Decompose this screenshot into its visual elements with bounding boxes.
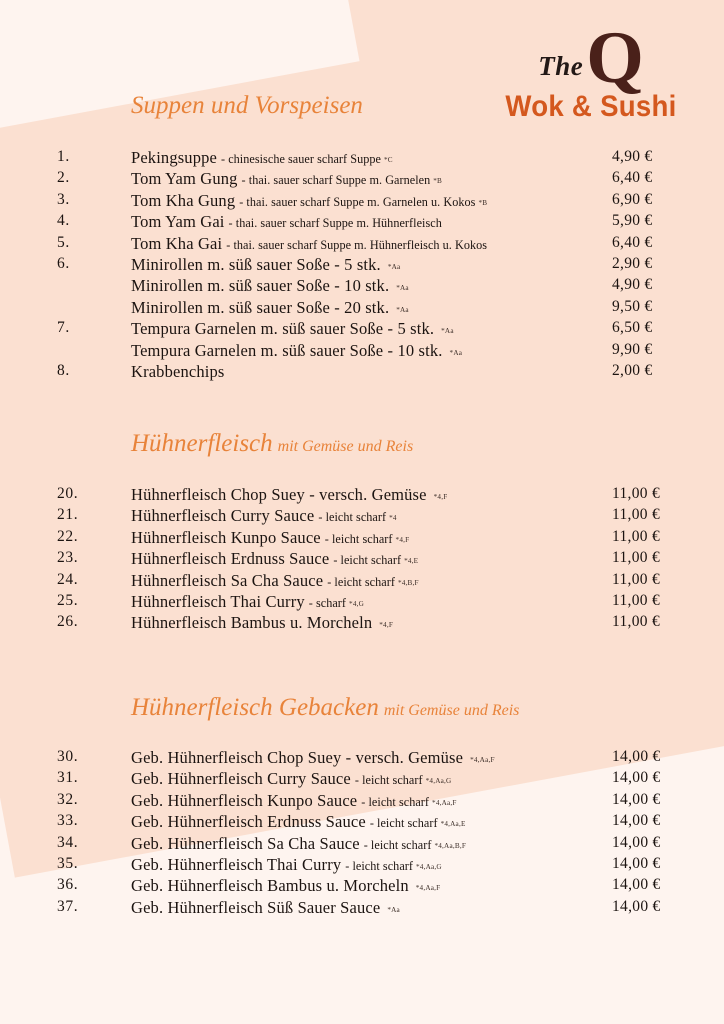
item-body <box>131 506 397 526</box>
item-number: 26. <box>57 613 79 631</box>
item-body <box>131 855 442 875</box>
menu-row[interactable] <box>0 769 724 790</box>
item-allergens: *Aa <box>441 327 454 336</box>
item-number: 30. <box>57 748 79 765</box>
item-price: 11,00 € <box>612 527 661 545</box>
logo-wok-sushi-text: Wok & Sushi <box>505 90 677 123</box>
menu-row[interactable] <box>0 191 724 212</box>
menu-row[interactable] <box>0 506 724 527</box>
item-number: 34. <box>57 833 79 851</box>
item-name: Geb. Hühnerfleisch Bambus u. Morcheln <box>131 876 409 896</box>
item-body <box>131 276 409 296</box>
item-body <box>131 485 447 505</box>
item-allergens: *B <box>478 198 488 207</box>
item-number: 35. <box>57 854 79 872</box>
item-name: Tom Kha Gai <box>131 233 223 253</box>
item-description: - leicht scharf <box>369 816 438 831</box>
item-price: 14,00 € <box>612 833 661 851</box>
item-number: 37. <box>57 897 79 915</box>
menu-row[interactable] <box>0 898 724 919</box>
item-allergens: *Aa <box>449 348 463 357</box>
menu-row[interactable] <box>0 855 724 876</box>
item-description: - leicht scharf <box>327 574 395 589</box>
item-name: Tom Yam Gai <box>131 212 225 232</box>
item-allergens: *4,Aa,F <box>432 798 457 807</box>
item-allergens: *4,F <box>395 535 410 544</box>
item-name: Minirollen m. süß sauer Soße - 20 stk. <box>131 297 390 317</box>
item-name: Minirollen m. süß sauer Soße - 10 stk. <box>131 276 390 296</box>
item-number: 8. <box>57 361 70 379</box>
item-name: Hühnerfleisch Chop Suey - versch. Gemüse <box>131 485 427 504</box>
item-body <box>131 769 451 789</box>
item-description: - thai. sauer scharf Suppe m. Garnelen <box>241 173 431 188</box>
item-price: 5,90 € <box>612 212 653 230</box>
item-number: 3. <box>57 190 70 208</box>
item-description: - leicht scharf <box>318 510 387 525</box>
menu-list-huehnerfleisch <box>0 485 724 635</box>
item-body <box>131 748 495 768</box>
item-name: Geb. Hühnerfleisch Sa Cha Sauce <box>131 833 360 853</box>
item-description: - leicht scharf <box>363 837 432 852</box>
item-number: 6. <box>57 254 70 272</box>
section-heading-suppen-und-vorspeisen <box>131 92 368 120</box>
item-name: Krabbenchips <box>131 361 225 381</box>
item-name: Geb. Hühnerfleisch Kunpo Sauce <box>131 790 358 810</box>
item-description: - thai. sauer scharf Suppe m. Hühnerfleisch u. Kokos <box>226 237 488 252</box>
item-allergens: *4,E <box>404 557 419 566</box>
item-price: 11,00 € <box>612 506 661 524</box>
menu-row[interactable] <box>0 571 724 592</box>
menu-row[interactable] <box>0 613 724 634</box>
item-name: Hühnerfleisch Thai Curry <box>131 591 305 611</box>
menu-row[interactable] <box>0 212 724 233</box>
item-description: - scharf <box>308 595 347 610</box>
menu-row[interactable] <box>0 748 724 769</box>
item-price: 11,00 € <box>612 591 661 609</box>
item-description: - thai. sauer scharf Suppe m. Garnelen u. Kokos <box>239 194 476 209</box>
section-heading-huehnerfleisch <box>131 430 413 458</box>
item-body <box>131 876 440 896</box>
item-number: 25. <box>57 591 79 609</box>
item-number: 22. <box>57 527 79 545</box>
item-price: 4,90 € <box>612 148 653 165</box>
item-name: Hühnerfleisch Curry Sauce <box>131 506 315 526</box>
item-allergens: *4,F <box>433 493 448 501</box>
restaurant-logo <box>486 17 696 124</box>
item-price: 14,00 € <box>612 897 661 915</box>
menu-row[interactable] <box>0 234 724 255</box>
item-body <box>131 234 490 254</box>
item-number: 32. <box>57 790 79 808</box>
item-description: - leicht scharf <box>324 531 393 546</box>
item-body <box>131 898 400 918</box>
item-number: 5. <box>57 233 70 251</box>
item-allergens: *4,G <box>349 599 365 608</box>
item-number: 21. <box>57 506 79 524</box>
section-subtitle: mit Gemüse und Reis <box>277 438 414 455</box>
item-body <box>131 592 364 612</box>
item-body <box>131 549 418 569</box>
menu-row[interactable] <box>0 169 724 190</box>
item-number: 36. <box>57 876 79 894</box>
item-allergens: *C <box>383 156 393 164</box>
item-body <box>131 613 393 633</box>
item-number: 1. <box>57 148 70 165</box>
item-allergens: *4,Aa,F <box>415 884 441 893</box>
section-title: Hühnerfleisch Gebacken <box>131 694 379 721</box>
item-allergens: *4,Aa,E <box>440 820 466 829</box>
item-allergens: *B <box>433 177 443 186</box>
item-body <box>131 148 393 168</box>
logo-wordmark-top <box>486 17 696 100</box>
item-name: Geb. Hühnerfleisch Chop Suey - versch. Gemüse <box>131 748 464 767</box>
item-name: Hühnerfleisch Kunpo Sauce <box>131 527 321 547</box>
item-price: 14,00 € <box>612 748 661 765</box>
item-allergens: *4,F <box>379 621 394 630</box>
item-number: 23. <box>57 549 79 567</box>
item-price: 14,00 € <box>612 876 661 894</box>
menu-row[interactable] <box>0 549 724 570</box>
item-name: Tempura Garnelen m. süß sauer Soße - 10 stk. <box>131 340 443 360</box>
item-allergens: *4 <box>389 514 397 523</box>
item-price: 2,90 € <box>612 254 653 272</box>
item-price: 14,00 € <box>612 769 661 787</box>
menu-row[interactable] <box>0 341 724 362</box>
item-allergens: *Aa <box>387 262 401 271</box>
item-allergens: *4,Aa,B,F <box>434 841 467 850</box>
item-number: 7. <box>57 319 70 337</box>
item-price: 6,40 € <box>612 169 653 187</box>
item-name: Hühnerfleisch Erdnuss Sauce <box>131 549 330 569</box>
item-name: Tom Kha Gung <box>131 190 236 210</box>
item-price: 11,00 € <box>612 570 661 588</box>
item-price: 2,00 € <box>612 361 653 379</box>
item-description: - leicht scharf <box>354 773 423 788</box>
item-body <box>131 169 442 189</box>
item-body <box>131 255 400 275</box>
item-name: Geb. Hühnerfleisch Erdnuss Sauce <box>131 812 366 832</box>
item-price: 6,90 € <box>612 190 653 208</box>
logo-q-letter: Q <box>586 17 644 100</box>
item-body <box>131 528 409 548</box>
item-allergens: *4,Aa,G <box>416 862 442 871</box>
item-body <box>131 571 419 591</box>
item-name: Hühnerfleisch Bambus u. Morcheln <box>131 613 373 633</box>
item-price: 11,00 € <box>612 549 661 567</box>
item-body <box>131 791 457 811</box>
section-subtitle: mit Gemüse und Reis <box>383 702 520 719</box>
item-description: - thai. sauer scharf Suppe m. Hühnerfleisch <box>228 216 442 231</box>
item-description: - leicht scharf <box>333 553 402 568</box>
item-description: - leicht scharf <box>345 858 413 873</box>
item-price: 11,00 € <box>612 613 661 631</box>
item-price: 9,90 € <box>612 340 653 358</box>
item-name: Pekingsuppe <box>131 148 217 167</box>
item-number: 2. <box>57 169 70 187</box>
menu-row[interactable] <box>0 834 724 855</box>
section-title: Hühnerfleisch <box>131 430 273 457</box>
item-number: 33. <box>57 812 79 830</box>
menu-row[interactable] <box>0 791 724 812</box>
item-number: 24. <box>57 570 79 588</box>
menu-row[interactable] <box>0 485 724 506</box>
item-allergens: *Aa <box>396 305 409 314</box>
item-name: Minirollen m. süß sauer Soße - 5 stk. <box>131 254 381 274</box>
menu-row[interactable] <box>0 298 724 319</box>
item-body <box>131 362 231 382</box>
item-number: 20. <box>57 485 79 502</box>
item-allergens: *Aa <box>387 905 400 914</box>
item-name: Tom Yam Gung <box>131 169 238 189</box>
item-price: 9,50 € <box>612 297 653 315</box>
item-price: 11,00 € <box>612 485 661 502</box>
item-allergens: *4,Aa,F <box>470 756 495 764</box>
item-price: 6,50 € <box>612 319 653 337</box>
item-name: Tempura Garnelen m. süß sauer Soße - 5 stk. <box>131 319 435 339</box>
item-body <box>131 298 409 318</box>
item-price: 14,00 € <box>612 790 661 808</box>
logo-the-text: The <box>538 51 584 81</box>
menu-row[interactable] <box>0 812 724 833</box>
item-price: 14,00 € <box>612 812 661 830</box>
item-number: 4. <box>57 212 70 230</box>
item-body <box>131 191 487 211</box>
menu-row[interactable] <box>0 276 724 297</box>
item-body <box>131 812 466 832</box>
item-price: 4,90 € <box>612 276 653 294</box>
item-body <box>131 212 445 232</box>
section-heading-huehnerfleisch-gebacken <box>131 694 519 722</box>
menu-row[interactable] <box>0 876 724 897</box>
item-name: Geb. Hühnerfleisch Curry Sauce <box>131 769 351 789</box>
item-body <box>131 319 454 339</box>
item-description: - chinesische sauer scharf Suppe <box>220 152 381 166</box>
menu-list-huehnerfleisch-gebacken <box>0 748 724 919</box>
menu-row[interactable] <box>0 255 724 276</box>
item-allergens: *Aa <box>396 284 409 293</box>
item-name: Geb. Hühnerfleisch Thai Curry <box>131 854 342 874</box>
menu-row[interactable] <box>0 319 724 340</box>
menu-row[interactable] <box>0 148 724 169</box>
item-allergens: *4,Aa,G <box>425 777 452 786</box>
item-name: Hühnerfleisch Sa Cha Sauce <box>131 570 324 590</box>
menu-row[interactable] <box>0 592 724 613</box>
item-name: Geb. Hühnerfleisch Süß Sauer Sauce <box>131 897 381 917</box>
item-price: 14,00 € <box>612 854 661 872</box>
section-title: Suppen und Vorspeisen <box>131 92 363 119</box>
item-allergens: *4,B,F <box>397 578 419 587</box>
item-description: - leicht scharf <box>361 794 430 809</box>
item-body <box>131 341 462 361</box>
menu-list-suppen-und-vorspeisen <box>0 148 724 383</box>
menu-row[interactable] <box>0 528 724 549</box>
item-price: 6,40 € <box>612 233 653 251</box>
item-number: 31. <box>57 769 79 787</box>
menu-row[interactable] <box>0 362 724 383</box>
item-body <box>131 834 466 854</box>
